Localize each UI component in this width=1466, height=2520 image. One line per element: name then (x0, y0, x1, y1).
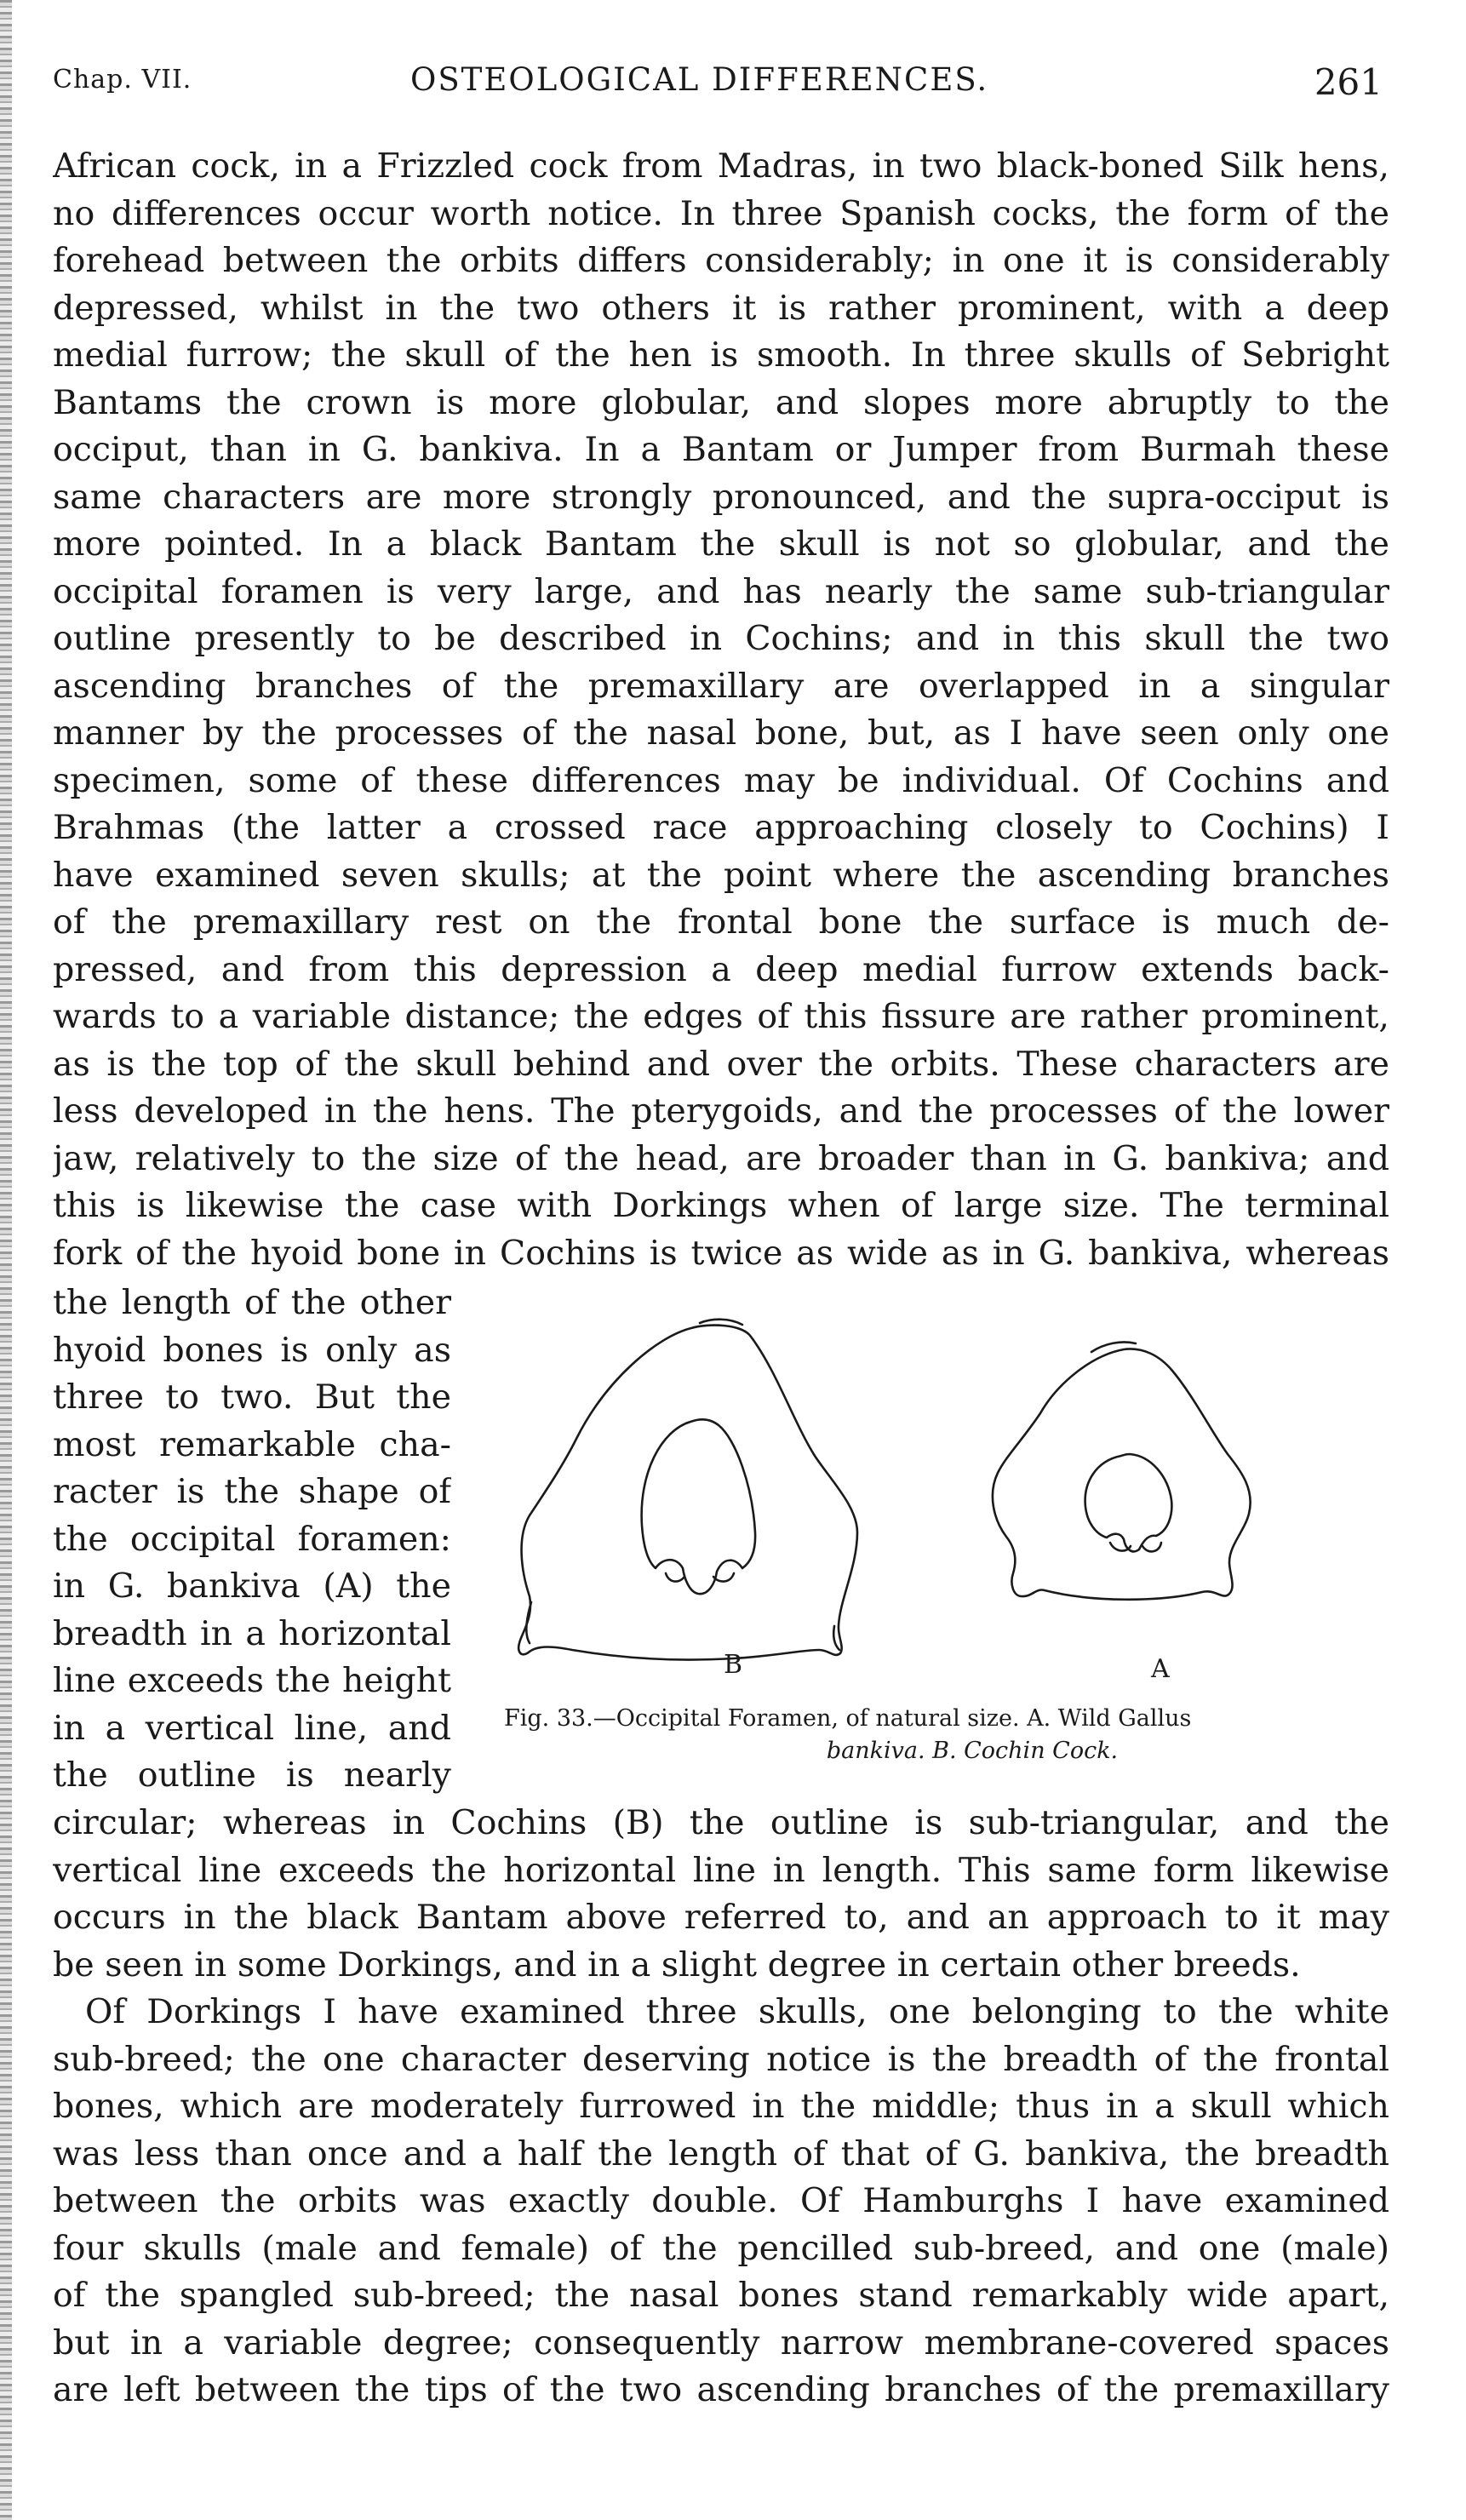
text-line: wards to a variable distance; the edges of this fissure are rather prominent, (53, 997, 1389, 1036)
text-line: the occipital foramen: (53, 1519, 451, 1559)
text-line: more pointed. In a black Bantam the skull is not so globular, and the (53, 524, 1389, 564)
text-line: in G. bankiva (A) the (53, 1566, 451, 1606)
text-line: have examined seven skulls; at the point where the ascending branches (53, 855, 1389, 895)
running-head (53, 61, 1389, 112)
text-line: circular; whereas in Cochins (B) the outline is sub-triangular, and the (53, 1803, 1389, 1842)
text-line: hyoid bones is only as (53, 1330, 451, 1370)
text-line: be seen in some Dorkings, and in a slight degree in certain other breeds. (53, 1944, 1301, 1984)
text-line: manner by the processes of the nasal bone, but, as I have seen only one (53, 713, 1389, 753)
text-line: jaw, relatively to the size of the head, are broader than in G. bankiva; and (53, 1138, 1389, 1178)
body-text-beside-figure (53, 1280, 451, 1800)
caption-line: Fig. 33.—Occipital Foramen, of natural size. A. Wild Gallus (504, 1705, 1192, 1732)
skull-outline-a (993, 1342, 1251, 1599)
text-line: depressed, whilst in the two others it is rather prominent, with a deep (53, 288, 1389, 328)
text-line: the outline is nearly (53, 1755, 451, 1795)
text-line: are left between the tips of the two ascending branches of the premaxillary (53, 2370, 1389, 2409)
text-line: African cock, in a Frizzled cock from Madras, in two black-boned Silk hens, (53, 146, 1389, 186)
text-line: Of Dorkings I have examined three skulls, one belonging to the white (85, 1992, 1389, 2031)
text-line: as is the top of the skull behind and over the orbits. These characters are (53, 1044, 1389, 1084)
text-line: ascending branches of the premaxillary are overlapped in a singular (53, 666, 1389, 706)
body-text-top (53, 143, 1389, 1277)
figure-label-a: A (1151, 1654, 1170, 1684)
text-line: breadth in a horizontal (53, 1613, 451, 1653)
text-line: vertical line exceeds the horizontal line in length. This same form likewise (53, 1850, 1389, 1890)
text-line: occipital foramen is very large, and has nearly the same sub-triangular (53, 571, 1389, 611)
body-text-bottom (53, 1800, 1389, 2414)
text-line: outline presently to be described in Cochins; and in this skull the two (53, 619, 1389, 658)
text-line: occiput, than in G. bankiva. In a Bantam or Jumper from Burmah these (53, 430, 1389, 469)
text-line: this is likewise the case with Dorkings when of large size. The terminal (53, 1186, 1389, 1225)
text-line: fork of the hyoid bone in Cochins is twice as wide as in G. bankiva, whereas (53, 1233, 1389, 1273)
text-line: in a vertical line, and (53, 1708, 451, 1748)
text-line: pressed, and from this depression a deep medial furrow extends back- (53, 949, 1389, 989)
figure-caption (504, 1703, 1389, 1767)
text-line: but in a variable degree; consequently narrow membrane-covered spaces (53, 2322, 1389, 2362)
page-title: OSTEOLOGICAL DIFFERENCES. (410, 61, 989, 98)
figure-33 (495, 1303, 1389, 1788)
text-line: less developed in the hens. The pterygoids, and the processes of the lower (53, 1091, 1389, 1131)
page-binding-edge (0, 0, 12, 2520)
text-line: no differences occur worth notice. In three Spanish cocks, the form of the (53, 193, 1389, 233)
figure-label-b: B (724, 1650, 743, 1680)
text-line: medial furrow; the skull of the hen is smooth. In three skulls of Sebright (53, 335, 1389, 375)
text-line: most remarkable cha- (53, 1424, 451, 1464)
text-line: specimen, some of these differences may be individual. Of Cochins and (53, 760, 1389, 800)
skull-outline-b (518, 1320, 857, 1660)
text-line: racter is the shape of (53, 1472, 451, 1511)
text-line: was less than once and a half the length of that of G. bankiva, the breadth (53, 2133, 1389, 2174)
text-line: of the spangled sub-breed; the nasal bones stand remarkably wide apart, (53, 2276, 1389, 2315)
text-line: Brahmas (the latter a crossed race approaching closely to Cochins) I (53, 808, 1389, 847)
text-line: sub-breed; the one character deserving notice is the breadth of the frontal (53, 2039, 1389, 2079)
text-line: bones, which are moderately furrowed in the middle; thus in a skull which (53, 2087, 1389, 2126)
text-line: line exceeds the height (53, 1661, 451, 1700)
text-line: forehead between the orbits differs considerably; in one it is considerably (53, 241, 1389, 280)
text-line: the length of the other (53, 1283, 451, 1322)
chapter-label: Chap. VII. (53, 65, 192, 94)
caption-line: bankiva. B. Cochin Cock. (826, 1738, 1119, 1764)
text-line: same characters are more strongly pronounced, and the supra-occiput is (53, 477, 1389, 517)
text-line: of the premaxillary rest on the frontal bone the surface is much de- (53, 902, 1389, 942)
page-number: 261 (1314, 61, 1383, 103)
text-line: Bantams the crown is more globular, and slopes more abruptly to the (53, 382, 1389, 422)
text-line: three to two. But the (53, 1377, 451, 1417)
text-line: between the orbits was exactly double. Of Hamburghs I have examined (53, 2181, 1389, 2220)
occipital-foramen-drawing (495, 1303, 1389, 1694)
text-line: occurs in the black Bantam above referred to, and an approach to it may (53, 1898, 1389, 1937)
text-line: four skulls (male and female) of the pencilled sub-breed, and one (male) (53, 2228, 1389, 2268)
